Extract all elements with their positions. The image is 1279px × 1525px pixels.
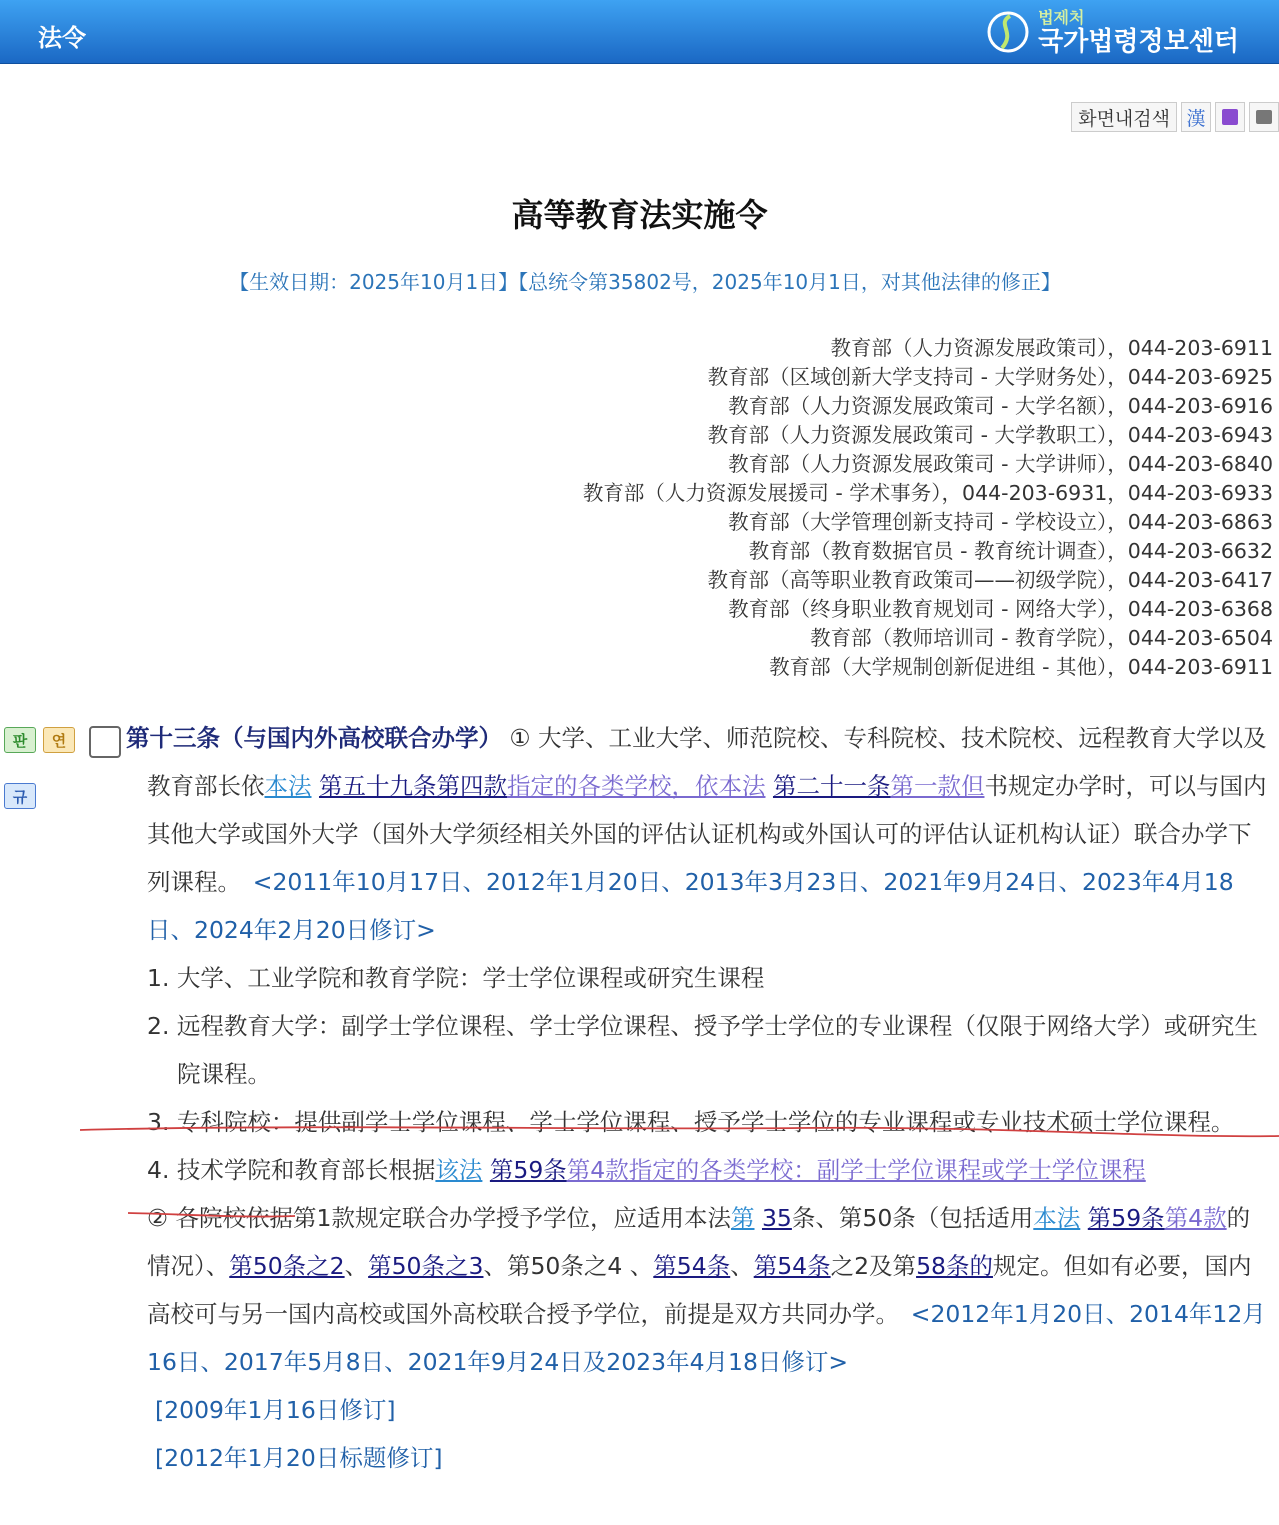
logo[interactable] [986, 4, 1239, 60]
print-button[interactable] [1249, 102, 1279, 132]
text-segment: 3. 专科院校：提供副学士学位课程、学士学位课程、授予学士学位的专业课程或专业技术硕士学位课程。 [147, 1108, 1235, 1136]
list-item [0, 1002, 1272, 1098]
contact-list [583, 334, 1273, 682]
law-link[interactable]: 第一款但 [890, 772, 985, 800]
text-segment [765, 772, 772, 800]
text-segment: 4. 技术学院和教育部长根据 [147, 1156, 436, 1184]
text-segment: 的情况）、 [147, 1204, 1251, 1280]
list-item [0, 954, 1272, 1002]
page-title: 高等教育法实施令 [511, 196, 768, 234]
law-link[interactable]: 本法 [1033, 1204, 1081, 1232]
contact-line: 教育部（高等职业教育政策司——初级学院），044-203-6417 [707, 568, 1273, 592]
gyu-badge[interactable]: 규 [4, 783, 36, 809]
text-segment: 2. 远程教育大学：副学士学位课程、学士学位课程、授予学士学位的专业课程（仅限于网络大学）或研究生院课程。 [147, 1012, 1258, 1088]
law-link[interactable]: 第59条 [1087, 1204, 1165, 1232]
text-segment: ① 大学、工业大学、师范院校、专科院校、技术院校、远程教育大学以及教育部长依 [147, 724, 1267, 800]
text-segment [1080, 1204, 1087, 1232]
logo-small-text: 법제처 [1038, 7, 1085, 27]
hanja-icon: 漢 [1186, 107, 1206, 130]
law-link[interactable]: 第54条 [653, 1252, 731, 1280]
contact-line: 教育部（大学规制创新促进组 - 其他），044-203-6911 [769, 655, 1273, 679]
contact-line: 教育部（人力资源发展政策司 - 大学讲师），044-203-6840 [728, 452, 1273, 476]
save-button[interactable] [1215, 102, 1245, 132]
law-link[interactable]: 第4款 [1164, 1204, 1227, 1232]
law-link[interactable]: 第54条 [753, 1252, 831, 1280]
revision-note: [2009年1月16日修订] [155, 1396, 396, 1424]
contact-line: 教育部（人力资源发展政策司），044-203-6911 [830, 336, 1273, 360]
contact-line: 教育部（人力资源发展政策司 - 大学教职工），044-203-6943 [707, 423, 1273, 447]
amendment-dates: <2012年1月20日、2014年12月16日、2017年5月8日、2021年9月24日及2023年4月18日修订> [147, 1300, 1266, 1376]
contact-line: 教育部（区域创新大学支持司 - 大学财务处），044-203-6925 [707, 365, 1273, 389]
save-icon [1222, 109, 1238, 125]
paragraph-1 [0, 714, 1272, 954]
hanja-button[interactable] [1181, 102, 1211, 132]
yeon-badge[interactable]: 연 [43, 727, 75, 753]
app-header [0, 0, 1279, 64]
text-segment: 1. 大学、工业学院和教育学院：学士学位课程或研究生课程 [147, 964, 765, 992]
paragraph-2 [0, 1194, 1272, 1386]
print-icon [1256, 110, 1272, 124]
law-link[interactable]: 第五十九条第四款 [318, 772, 507, 800]
contact-line: 教育部（人力资源发展援司 - 学术事务），044-203-6931，044-203-6933 [582, 481, 1273, 505]
list-item [0, 1098, 1272, 1146]
header-title: 法令 [38, 24, 86, 52]
article-13 [0, 714, 1272, 1482]
revision-note: [2012年1月20日标题修订] [155, 1444, 443, 1472]
text-segment: ② 各院校依据第1款规定联合办学授予学位，应适用本法 [147, 1204, 731, 1232]
law-link[interactable]: 第59条 [489, 1156, 567, 1184]
contact-line: 教育部（大学管理创新支持司 - 学校设立），044-203-6863 [728, 510, 1273, 534]
law-link[interactable]: 35 [761, 1204, 792, 1232]
law-link[interactable]: 本法 [264, 772, 312, 800]
law-link[interactable]: 该法 [435, 1156, 483, 1184]
contact-line: 教育部（人力资源发展政策司 - 大学名额），044-203-6916 [728, 394, 1273, 418]
contact-line: 教育部（教师培训司 - 教育学院），044-203-6504 [810, 626, 1273, 650]
article-heading: 第十三条（与国内外高校联合办学） [126, 724, 502, 752]
text-segment: 、第50条之4 、 [483, 1252, 654, 1280]
text-segment: 条、第50条（包括适用 [791, 1204, 1034, 1232]
contact-line: 教育部（教育数据官员 - 教育统计调查），044-203-6632 [748, 539, 1273, 563]
text-segment: 书规定办学时，可以与国内其他大学或国外大学（国外大学须经相关外国的评估认证机构或外国认可的评估认证机构认证）联合办学下列课程。 [147, 772, 1267, 896]
text-segment [312, 772, 319, 800]
logo-big-text: 국가법령정보센터 [1038, 26, 1239, 57]
effective-date: 【生效日期：2025年10月1日】【总统令第35802号，2025年10月1日，对其他法律的修正】 [229, 270, 1061, 294]
screen-search-button[interactable]: 화면내검색 [1071, 102, 1177, 132]
text-segment: 规定。但如有必要，国内高校可与另一国内高校或国外高校联合授予学位，前提是双方共同办学。 [147, 1252, 1252, 1328]
text-segment: 之2及第 [830, 1252, 917, 1280]
text-segment [482, 1156, 489, 1184]
law-link[interactable]: 58条的 [916, 1252, 993, 1280]
law-link[interactable]: 第二十一条 [772, 772, 891, 800]
list-item [0, 1146, 1272, 1194]
law-link[interactable]: 第 [731, 1204, 755, 1232]
law-link[interactable]: 指定的各类学校，依本法 [506, 772, 766, 800]
amendment-dates: <2011年10月17日、2012年1月20日、2013年3月23日、2021年9月24日、2023年4月18日、2024年2月20日修订> [147, 868, 1234, 944]
law-link[interactable]: 第50条之2 [229, 1252, 345, 1280]
pan-badge[interactable]: 판 [4, 727, 36, 753]
text-segment [755, 1204, 762, 1232]
toolbar [1071, 102, 1279, 132]
text-segment: 、 [730, 1252, 754, 1280]
law-link[interactable]: 第50条之3 [368, 1252, 484, 1280]
contact-line: 教育部（终身职业教育规划司 - 网络大学），044-203-6368 [728, 597, 1273, 621]
text-segment: 、 [344, 1252, 369, 1280]
logo-icon [986, 10, 1030, 54]
law-link[interactable]: 第4款指定的各类学校：副学士学位课程或学士学位课程 [566, 1156, 1146, 1184]
item-list [0, 954, 1272, 1194]
